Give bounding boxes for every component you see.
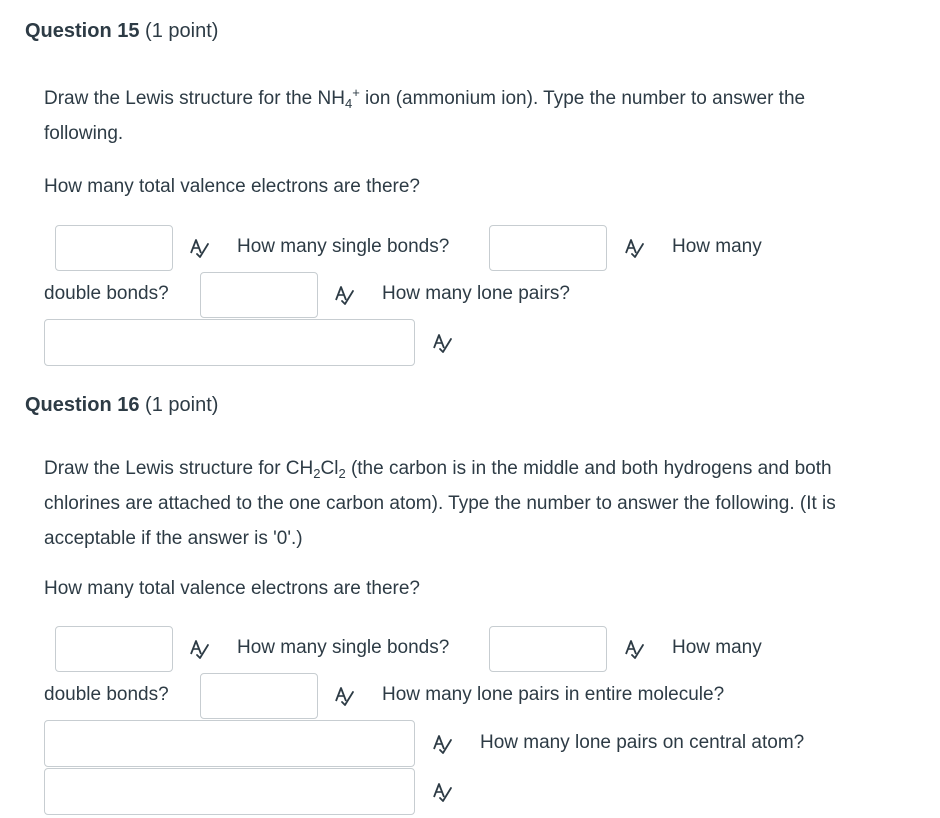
- q15-prompt-double-part2: double bonds?: [44, 283, 169, 304]
- spellcheck-icon[interactable]: [623, 638, 645, 660]
- q16-prompt-double-part2: double bonds?: [44, 684, 169, 705]
- q16-prompt-valence: How many total valence electrons are there?: [44, 578, 420, 599]
- q16-prompt-single: How many single bonds?: [237, 637, 450, 658]
- q15-prompt-double-part1: How many: [672, 236, 762, 257]
- q15-intro-text-2: ion (ammonium ion). Type the number to answer the following.: [44, 88, 806, 144]
- q16-double-input[interactable]: [200, 673, 318, 719]
- q15-double-input[interactable]: [200, 272, 318, 318]
- question-16-intro: [44, 451, 884, 556]
- question-15-title: Question 15: [25, 20, 140, 42]
- q16-formula-subscript-2: 2: [338, 466, 346, 481]
- q15-lone-input[interactable]: [44, 319, 415, 366]
- q15-single-input[interactable]: [489, 225, 607, 271]
- q15-valence-input[interactable]: [55, 225, 173, 271]
- q15-prompt-lone: How many lone pairs?: [382, 283, 570, 304]
- q16-formula-subscript-1: 2: [313, 466, 321, 481]
- spellcheck-icon[interactable]: [431, 781, 453, 803]
- q16-single-input[interactable]: [489, 626, 607, 672]
- q16-intro-text-1: Draw the Lewis structure for CH: [44, 458, 314, 479]
- q16-lone-molecule-input[interactable]: [44, 720, 415, 767]
- q15-prompt-single: How many single bonds?: [237, 236, 450, 257]
- spellcheck-icon[interactable]: [333, 284, 355, 306]
- spellcheck-icon[interactable]: [188, 237, 210, 259]
- question-16-title: Question 16: [25, 394, 140, 416]
- q15-formula-subscript: 4: [344, 96, 353, 111]
- q16-prompt-lone-central: How many lone pairs on central atom?: [480, 732, 805, 753]
- q15-intro-text-1: Draw the Lewis structure for the NH: [44, 88, 345, 109]
- question-15-header: [25, 20, 218, 43]
- spellcheck-icon[interactable]: [333, 685, 355, 707]
- question-16-points: (1 point): [145, 394, 219, 416]
- question-15-intro: [44, 81, 884, 151]
- q16-prompt-double-part1: How many: [672, 637, 762, 658]
- spellcheck-icon[interactable]: [431, 733, 453, 755]
- spellcheck-icon[interactable]: [188, 638, 210, 660]
- spellcheck-icon[interactable]: [623, 237, 645, 259]
- q16-intro-text-2: Cl: [320, 458, 339, 479]
- spellcheck-icon[interactable]: [431, 332, 453, 354]
- q16-valence-input[interactable]: [55, 626, 173, 672]
- q16-intro-text-3: (the carbon is in the middle and both hydrogens and both chlorines are attached to the one carbon atom). Type the number to answer the following. (It is acceptable if the answer is '0'.): [44, 458, 836, 549]
- q16-prompt-lone-molecule: How many lone pairs in entire molecule?: [382, 684, 725, 705]
- q15-prompt-valence: How many total valence electrons are there?: [44, 176, 420, 197]
- q16-lone-central-input[interactable]: [44, 768, 415, 815]
- q15-formula-superscript: +: [352, 85, 360, 100]
- question-15-points: (1 point): [145, 20, 219, 42]
- question-16-header: [25, 394, 218, 417]
